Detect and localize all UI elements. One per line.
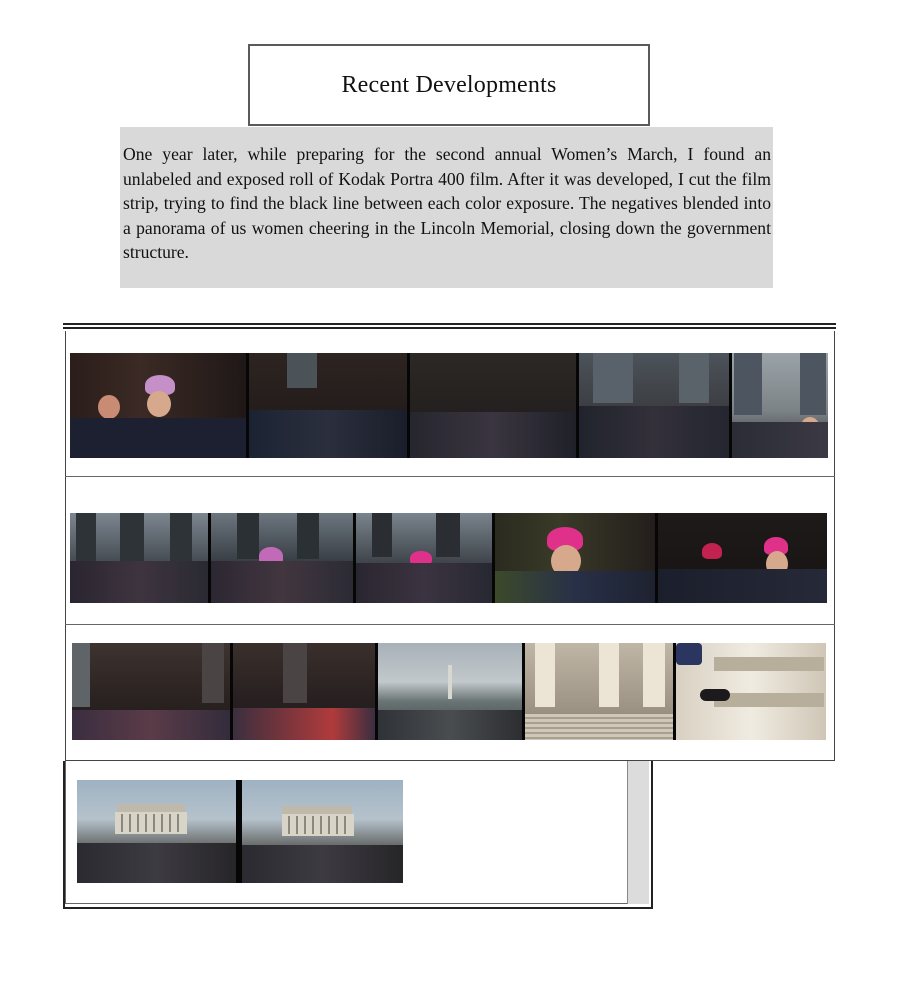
crowd: [410, 412, 576, 458]
pillar: [296, 816, 298, 834]
pillar: [312, 816, 314, 834]
crowd: [579, 406, 729, 458]
intro-box: [120, 127, 773, 288]
row-divider: [65, 476, 835, 477]
memorial-roof: [117, 804, 185, 812]
pillar: [344, 816, 346, 834]
column: [120, 513, 144, 563]
column: [643, 643, 665, 707]
pillar: [177, 814, 179, 832]
pillar: [129, 814, 131, 832]
pillar: [153, 814, 155, 832]
crowd: [72, 710, 230, 740]
face: [147, 391, 171, 417]
film-frame: [676, 643, 826, 740]
film-frame: [525, 643, 673, 740]
column: [714, 693, 824, 707]
lincoln-memorial-photo: [242, 780, 403, 883]
column: [734, 353, 762, 415]
intro-paragraph: One year later, while preparing for the second annual Women’s March, I found an unlabeled and exposed roll of Kodak Portra 400 film. After it was developed, I cut the film strip, trying to find the black line between each color exposure. The negatives blended into a panorama of us women cheering in the Lincoln Memorial, closing down the government structure.: [123, 144, 771, 263]
film-strip-3: [72, 643, 826, 740]
crowd: [378, 710, 522, 740]
crowd: [242, 845, 403, 883]
row-divider: [65, 624, 835, 625]
pussyhat: [702, 543, 722, 559]
film-frame: [732, 353, 828, 458]
column: [599, 643, 619, 707]
pillar: [328, 816, 330, 834]
crowd: [70, 418, 246, 458]
title-box: [248, 44, 650, 126]
crowd: [211, 561, 353, 603]
figure: [676, 643, 702, 665]
pillar: [145, 814, 147, 832]
film-panel-top-rule: [63, 323, 836, 329]
column: [170, 513, 192, 563]
pillar: [288, 816, 290, 834]
column: [679, 353, 709, 403]
pillar: [137, 814, 139, 832]
film-frame: [495, 513, 655, 603]
crowd: [495, 571, 655, 603]
film-frame: [233, 643, 375, 740]
film-frame: [356, 513, 492, 603]
film-frame: [249, 353, 407, 458]
crowd: [77, 843, 236, 883]
side-scroll-track: [627, 761, 649, 904]
pillar: [121, 814, 123, 832]
crowd: [233, 708, 375, 740]
memorial-roof: [282, 806, 352, 814]
crowd: [658, 569, 827, 603]
column: [287, 353, 317, 388]
pillar: [169, 814, 171, 832]
column: [593, 353, 633, 403]
pillar: [336, 816, 338, 834]
crowd: [249, 410, 407, 458]
film-strip-2: [70, 513, 827, 603]
column: [72, 643, 90, 707]
film-frame: [410, 353, 576, 458]
film-frame: [211, 513, 353, 603]
column: [372, 513, 392, 557]
column: [283, 643, 307, 703]
column: [436, 513, 460, 557]
crowd: [732, 422, 828, 458]
column: [237, 513, 259, 559]
crowd: [356, 563, 492, 603]
column: [297, 513, 319, 559]
crowd: [70, 561, 208, 603]
pillar: [320, 816, 322, 834]
film-frame: [70, 513, 208, 603]
film-frame: [378, 643, 522, 740]
column: [535, 643, 555, 707]
film-frame: [658, 513, 827, 603]
page-title: Recent Developments: [341, 71, 557, 98]
pillar: [161, 814, 163, 832]
face: [98, 395, 120, 419]
lincoln-memorial-photo: [77, 780, 236, 883]
monument: [448, 665, 452, 699]
pillar: [304, 816, 306, 834]
film-frame: [70, 353, 246, 458]
column: [800, 353, 826, 415]
steps: [525, 714, 673, 740]
film-strip-1: [70, 353, 828, 458]
film-frame: [72, 643, 230, 740]
figure: [700, 689, 730, 701]
column: [202, 643, 224, 703]
film-frame: [579, 353, 729, 458]
column: [76, 513, 96, 563]
column: [714, 657, 824, 671]
